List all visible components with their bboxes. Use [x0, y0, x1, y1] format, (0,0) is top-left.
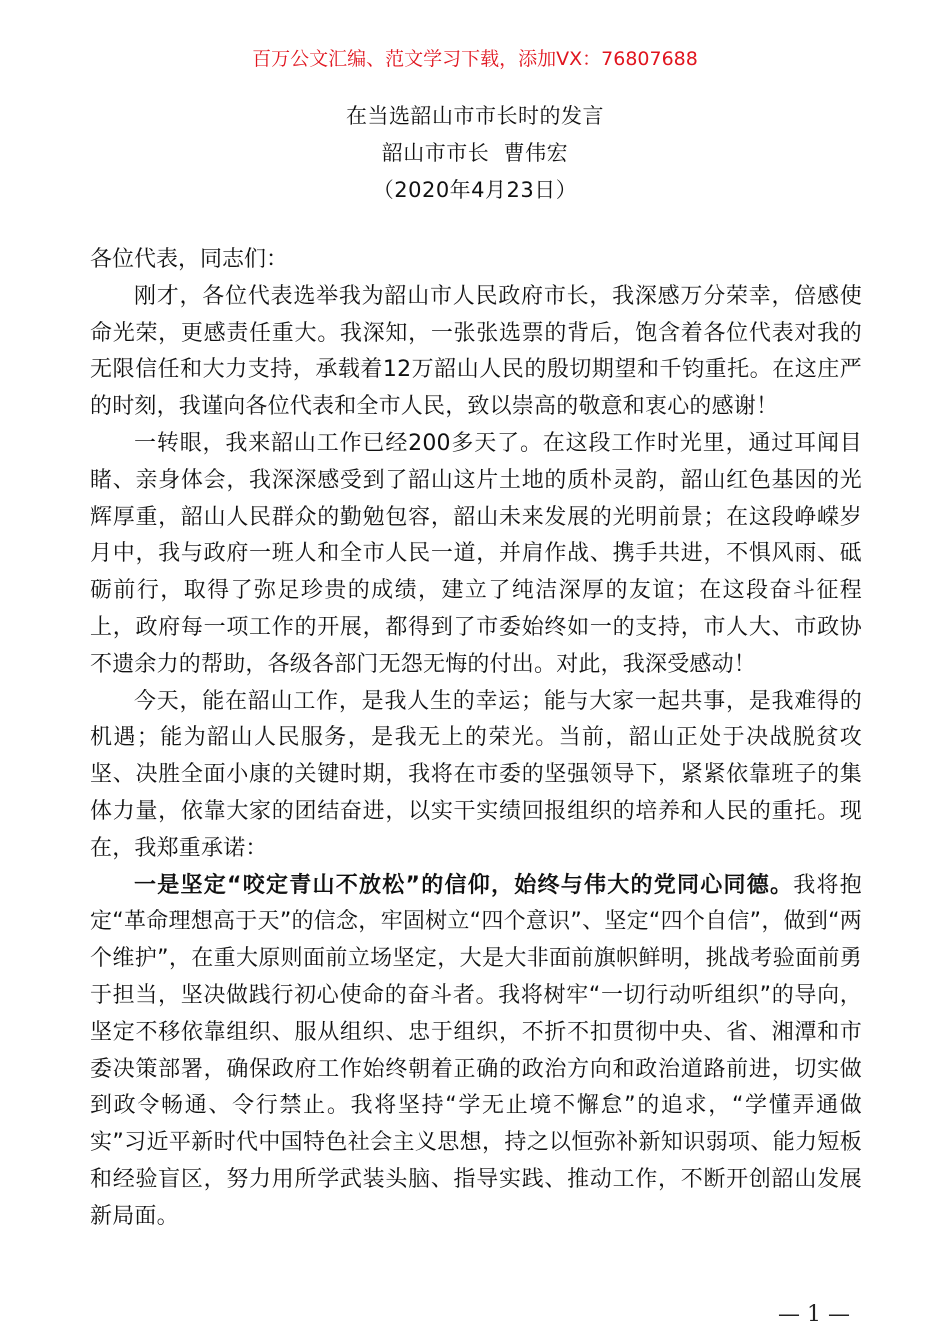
promo-text: 百万公文汇编、范文学习下载，添加VX：76807688	[252, 48, 698, 70]
paragraph-1-text: 刚才，各位代表选举我为韶山市人民政府市长，我深感万分荣幸，倍感使命光荣，更感责任重大。我深知，一张张选票的背后，饱含着各位代表对我的无限信任和大力支持，承载着12万韶山人民的殷切期望和千钧重托。在这庄严的时刻，我谨向各位代表和全市人民，致以崇高的敬意和衷心的感谢！	[90, 283, 862, 420]
speech-date: （2020年4月23日）	[372, 178, 578, 202]
document-heading	[0, 98, 950, 209]
salutation: 各位代表，同志们：	[90, 247, 289, 272]
speaker-line: 韶山市市长 曹伟宏	[381, 141, 569, 165]
speech-title: 在当选韶山市市长时的发言	[346, 104, 604, 128]
paragraph-2	[90, 426, 862, 684]
paragraph-4-lead: 一是坚定“咬定青山不放松”的信仰，始终与伟大的党同心同德。	[134, 872, 794, 898]
paragraph-3-text: 今天，能在韶山工作，是我人生的幸运；能与大家一起共事，是我难得的机遇；能为韶山人民服务，是我无上的荣光。当前，韶山正处于决战脱贫攻坚、决胜全面小康的关键时期，我将在市委的坚强领导下，紧紧依靠班子的集体力量，依靠大家的团结奋进，以实干实绩回报组织的培养和人民的重托。现在，我郑重承诺：	[90, 688, 862, 861]
speech-body	[90, 242, 862, 1236]
paragraph-2-text: 一转眼，我来韶山工作已经200多天了。在这段工作时光里，通过耳闻目睹、亲身体会，我深深感受到了韶山这片土地的质朴灵韵，韶山红色基因的光辉厚重，韶山人民群众的勤勉包容，韶山未来发展的光明前景；在这段峥嵘岁月中，我与政府一班人和全市人民一道，并肩作战、携手共进，不惧风雨、砥砺前行，取得了弥足珍贵的成绩，建立了纯洁深厚的友谊；在这段奋斗征程上，政府每一项工作的开展，都得到了市委始终如一的支持，市人大、市政协不遗余力的帮助，各级各部门无怨无悔的付出。对此，我深受感动！	[90, 430, 862, 677]
page-number: — 1 —	[778, 1302, 850, 1327]
paragraph-4	[90, 868, 862, 1236]
promo-banner	[0, 46, 950, 72]
paragraph-3	[90, 684, 862, 868]
paragraph-4-text: 我将抱定“革命理想高于天”的信念，牢固树立“四个意识”、坚定“四个自信”，做到“两个维护”，在重大原则面前立场坚定，大是大非面前旗帜鲜明，挑战考验面前勇于担当，坚决做践行初心使命的奋斗者。我将树牢“一切行动听组织”的导向，坚定不移依靠组织、服从组织、忠于组织，不折不扣贯彻中央、省、湘潭和市委决策部署，确保政府工作始终朝着正确的政治方向和政治道路前进，切实做到政令畅通、令行禁止。我将坚持“学无止境不懈怠”的追求，“学懂弄通做实”习近平新时代中国特色社会主义思想，持之以恒弥补新知识弱项、能力短板和经验盲区，努力用所学武装头脑、指导实践、推动工作，不断开创韶山发展新局面。	[90, 872, 862, 1229]
paragraph-1	[90, 279, 862, 426]
